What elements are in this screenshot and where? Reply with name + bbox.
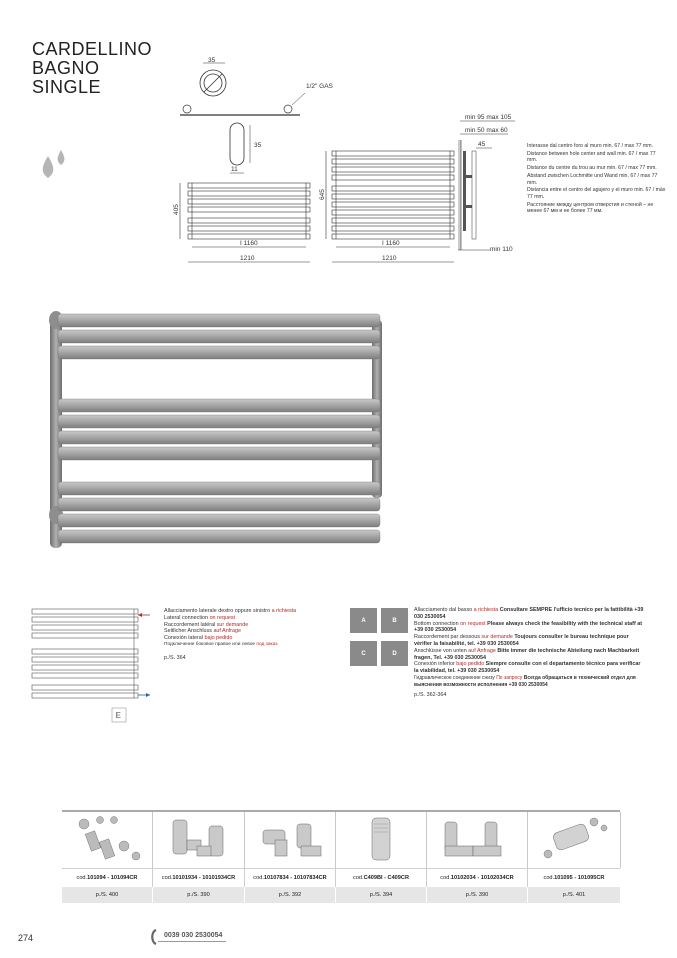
note-fr: Distance du centre du trou au mur min. 67 / max 77 mm. [527,165,657,172]
dim-35-side: 35 [254,142,262,149]
dim-1160-b: I 1160 [382,240,400,247]
product-title [32,40,152,97]
phone-number: 0039 030 2530054 [158,932,226,942]
note-de: Abstand zwischen Lochmitte und Wand min. 67 / max 77 mm. [527,172,658,186]
note-es: Distancia entre el centro del agujero y el muro min. 67 / máx 77 mm. [527,187,666,200]
title-line-1: CARDELLINO [32,39,153,59]
badge-a: A [350,608,377,633]
badge-b: B [381,608,408,633]
badge-c: C [350,641,377,666]
accessory-code-4: cod. C409BI - C409CR [336,869,427,887]
note-en: Distance between hole center and wall min. 67 / max 77 mm. [527,150,656,164]
accessory-page-6: p./S. 401 [562,892,586,898]
dim-35-top: 35 [208,57,216,64]
dim-645: 645 [319,189,326,200]
accessory-page-row [62,887,620,903]
page-number: 274 [18,933,34,943]
accessory-code-6: cod. 101095 - 101095CR [543,875,605,881]
badge-d: D [381,641,408,666]
dim-1210-b: 1210 [382,255,397,262]
accessory-code-5: cod. 10102034 - 10102034CR [427,869,528,887]
accessory-code-1: cod. 101094 - 101094CR [62,869,153,887]
note-ru: Расстояние между центром отверстия и стеной – не менее 67 мм и не более 77 мм. [527,201,654,215]
bottom-ref: p./S. 362-364 [414,691,447,698]
dim-min110: min 110 [490,246,513,253]
lateral-letter-e: E [115,711,121,720]
accessory-image-3 [245,812,336,868]
accessory-code-2: cod. 10101934 - 10101934CR [153,869,245,887]
lateral-connection-diagram [30,605,160,725]
accessory-image-5 [427,812,528,868]
title-line-2: BAGNO [32,58,100,78]
dim-45: 45 [478,141,486,148]
dim-1210-a: 1210 [240,255,255,262]
accessory-image-6 [528,812,621,868]
accessory-page-2: p./S. 390 [153,887,245,903]
phone-contact [150,928,226,945]
accessory-code-row [62,868,620,888]
dim-min95: min 95 max 105 [465,114,512,121]
phone-icon [150,929,158,945]
technical-drawing [160,55,530,270]
accessory-page-5: p./S. 390 [427,887,528,903]
accessory-code-3: cod. 10107834 - 10107834CR [245,869,336,887]
dim-405: 405 [173,204,180,215]
title-line-3: SINGLE [32,77,102,97]
dim-1160-a: I 1160 [240,240,258,247]
installation-notes [527,143,667,216]
dim-11: 11 [231,166,238,173]
radiator-photo [38,300,393,565]
bottom-connection-text: Allacciamento dal basso a richiesta Consultare SEMPRE l'ufficio tecnico per la fattibilità +39 030 2530054 Bottom connection on request Please always check the feasibility with the technical staff at +39 030 2530054 Raccordement par dessous sur demande Toujours consulter le bureau technique pour vérifier la faisabilité, tel. +39 030 2530054 Anschlüsse von unten auf Anfrage Bitte immer die technische Abteilung nach Machbarkeit fragen, Tel. +39 030 2530054 Conexión inferior bajo pedido Siempre consulte con el departamento técnico para verificar la viabilidad, tel. +39 030 2530054 Гидравлическое соединение снизу По запросу Всегда обращаться в технический отдел для выяснения возможности исполнения +39 030 2530054 p./S. 362-364 [414,607,644,698]
water-drops-icon [38,150,70,186]
note-it: Interasse dal centro foro al muro min. 67 / max 77 mm. [527,143,653,149]
accessory-page-3: p./S. 392 [245,887,336,903]
accessory-page-1: p./S. 400 [62,887,153,903]
accessory-image-2 [153,812,245,868]
accessory-image-1 [62,812,153,868]
accessory-image-4 [336,812,427,868]
lateral-connection-text: Allacciamento laterale destro oppure sinistro a richiesta Lateral connection on request Raccordement latéral sur demande Seitlicher Anschluss auf Anfrage Conexión lateral bajo pedido Подключение боковое правое или левое под заказ p./S. 364 [164,608,344,662]
accessory-page-4: p./S. 394 [336,887,427,903]
dim-min50: min 50 max 60 [465,127,508,134]
lateral-ref: p./S. 364 [164,654,186,661]
accessories-table [62,810,620,904]
gas-label: 1/2" GAS [306,83,333,90]
